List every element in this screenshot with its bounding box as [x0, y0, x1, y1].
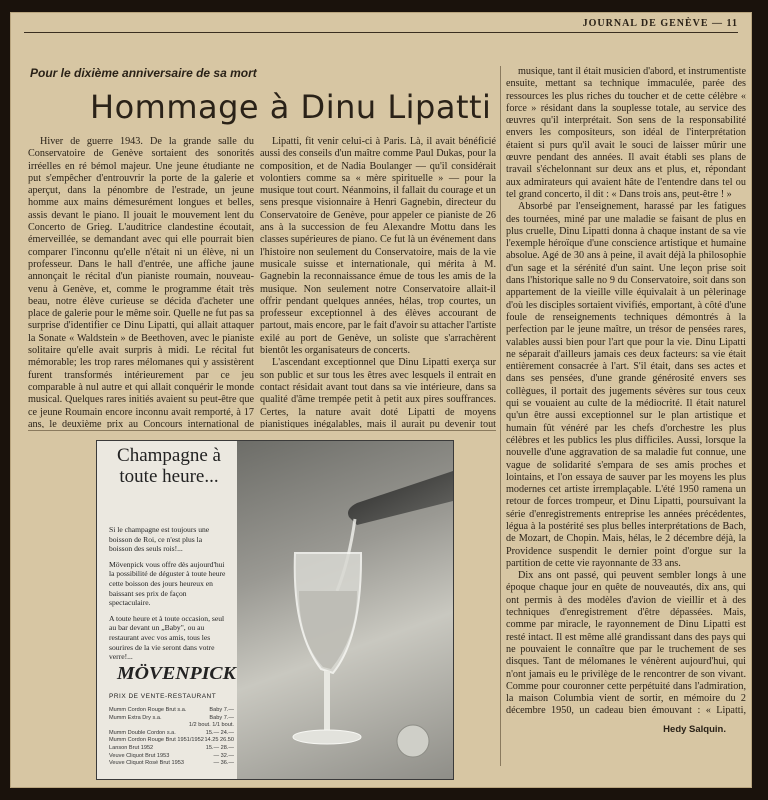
- ad-divider: [28, 430, 496, 431]
- champagne-advertisement: [96, 440, 454, 780]
- ad-paragraph: Mövenpick vous offre dès aujourd'hui la possibilité de déguster à toute heure cette boisson des jours heureux en baissant ses prix de façon spectaculaire.: [109, 559, 226, 608]
- col3-paragraph: Dix ans ont passé, qui peuvent sembler longs à une époque chaque jour en quête de nouveautés, dix ans, qui ont permis à des modèles d'avion de vieillir et à des techniques d'enregistrement d'être dépassées. Mais, comme par miracle, le rayonnement de Dinu Lipatti est resté intact. Il est même allé grandissant dans des pays qui ne pouvaient le connaître que par le truchement de ses disques. Tant de mélomanes le vénèrent aujourd'hui, qui n'ont jamais eu le privilège de le rencontrer de son vivant. Comme pour couronner cette perpétuité dans l'admiration, la maison Columbia vient de sortir, en mémoire du 2 décembre 1950, un cadeau bien émouvant : « Lipatti,: [506, 570, 746, 716]
- col2-paragraph: L'ascendant exceptionnel que Dinu Lipatti exerça sur son public et sur tous les êtres avec lesquels il entrait en contact résidait avant tout dans sa vie intérieure, dans sa qualité d'âme trempée petit à petit aux pires souffrances. Certes, la nature avait doté Lipatti de moyens pianistiques inégalables, mais il aurait pu devenir tout: [260, 357, 496, 428]
- price-row: Mumm Double Cordon s.a. 15.— 24.—: [109, 729, 234, 736]
- price-row: Mumm Extra Dry s.a. Baby 7.—: [109, 714, 234, 721]
- glass-stem: [324, 671, 330, 733]
- glass-foot: [293, 730, 361, 744]
- article-column-2: [260, 136, 496, 428]
- price-row: Mumm Cordon Rouge Brut s.a. Baby 7.—: [109, 707, 234, 713]
- price-row: 1/2 bout. 1/1 bout.: [188, 722, 234, 729]
- cork: [397, 725, 429, 757]
- article-column-1: [28, 136, 254, 428]
- newspaper-page: [10, 12, 752, 788]
- champagne-liquid: [299, 591, 357, 669]
- price-list-header: PRIX DE VENTE-RESTAURANT: [109, 693, 217, 700]
- col1-paragraph: Hiver de guerre 1943. De la grande salle du Conservatoire de Genève sortaient des sonorités irréelles en ré bémol majeur. Une jeune étudiante ne put s'empêcher d'entrouvrir la porte de la galerie et aperçut, dans la pénombre de l'estrade, un jeune homme aux mains démesurément longues et belles, assis devant le piano. Il jouait le mouvement lent du Concerto de Grieg. L'auditrice clandestine écoutait, émerveillée, se demandant avec qui elle pourrait bien comparer l'inconnu qu'elle n'était ni un élève, ni un professeur. Dans le hall d'entrée, une affiche jaune annonçait le récital d'un pianiste roumain, nouveau-venu à Genève, et, comme le programme était très beau, notre élève curieuse se décida d'acheter une place de galerie pour le même soir. Quelle ne fut pas sa surprise d'identifier ce Dinu Lipatti, qui allait attaquer la Sonate « Waldstein » de Beethoven, avec le pianiste solitaire qu'elle avait surpris à midi. Le récital fut mémorable; les trop rares mélomanes qui y assistèrent furent transformés intérieurement par ce jeu comparable à nul autre et qui allait conquérir le monde musical. Quelques rares initiés avaient su peut-être que ce jeune Roumain encore inconnu avait remporté, à 17 ans, le deuxième prix au Concours international de: [28, 136, 254, 428]
- movenpick-logo: MÖVENPICK: [117, 663, 236, 683]
- price-list: [109, 707, 234, 768]
- col3-paragraph: Absorbé par l'enseignement, harassé par les fatigues des tournées, miné par une maladie se faisant de plus en plus cruelle, Dinu Lipatti donna à chaque instant de sa vie l'exemple héroïque d'une conscience artistique et humaine absolue. Agé de 30 ans à peine, il avait déjà la philosophie d'un sage et la sérénité d'un saint. Une leçon prise soit dans l'historique salle no 9 du Conservatoire, soit dans son appartement de la vieille ville équivalait à un pèlerinage d'où les disciples sortaient vivifiés, emportant, à côté d'une foule de renseignements techniques démontrés à la perfection par le jeune maître, un trésor de pensées rares, valables aussi bien pour l'art que pour la vie. Dinu Lipatti ne séparait d'ailleurs jamais ces deux facteurs: sa vie était entièrement consacrée à l'art. S'il était, dans ses actes et dans ses pensées, d'une grande générosité envers ses collègues, il portait des jugements sévères sur tous ceux qui se vouaient au culte de la médiocrité. Il était naturel qu'un être aussi exceptionnel sur le plan artistique et humain fût vénéré par les chefs d'orchestre les plus célèbres et les publics les plus difficiles. Aussi, lorsque la nouvelle d'une aggravation de sa maladie fut connue, une vague de solidarité s'empara de ses amis proches et lointains, et l'on essaya de sauver par les moyens les plus modernes cet artiste irremplaçable. L'été 1950 ramena un retour de forces trompeur, et Dinu Lipatti, poursuivant la série d'enregistrements entreprise les années précédentes, légua à la postérité ses plus belles interprétations de Bach, de Mozart, de Chopin. Mais, hélas, le 2 décembre déjà, la Providence suspendit le dernier point d'orgue sur la partition de cette vie rayonnante de 33 ans.: [506, 201, 746, 569]
- article-column-3: [506, 66, 746, 716]
- ad-paragraph: A toute heure et à toute occasion, seul au bar devant un „Baby", ou au restaurant avec vos amis, tous les sourires de la vie seront dans votre verre!...: [109, 613, 225, 662]
- champagne-glass-photo: [237, 441, 453, 779]
- ad-title: Champagne à toute heure...: [117, 445, 221, 487]
- column-divider: [500, 66, 501, 766]
- article-headline: Hommage à Dinu Lipatti: [90, 88, 492, 126]
- author-signature: Hedy Salquin.: [663, 724, 726, 735]
- price-row: Veuve Cliquot Rosé Brut 1953 — 36.—: [109, 760, 234, 767]
- top-rule: [24, 32, 738, 33]
- bottle-neck-shape: [348, 471, 453, 525]
- price-row: Mumm Cordon Rouge Brut 1951/1952 14.25 26.50: [109, 737, 234, 744]
- champagne-glass-illustration: [237, 441, 453, 779]
- price-row: Veuve Cliquot Brut 1953 — 32.—: [109, 752, 234, 759]
- ad-paragraph: Si le champagne est toujours une boisson de Roi, ce n'est plus la boisson des seuls rois!...: [109, 525, 210, 554]
- masthead: JOURNAL DE GENÈVE — 11: [582, 18, 738, 29]
- price-row: Lanson Brut 1952 15.— 28.—: [109, 744, 234, 751]
- ad-body: [109, 525, 227, 668]
- col2-paragraph: Lipatti, fit venir celui-ci à Paris. Là, il avait bénéficié aussi des conseils d'un maître comme Paul Dukas, pour la composition, et de Nadia Boulanger — qu'il considérait volontiers comme sa « mère spirituelle » — pour la musique tout court. Néanmoins, il fallait du courage et un sens presque visionnaire à Henri Gagnebin, directeur du Conservatoire de Genève, pour appeler ce pianiste de 26 ans à la succession de feu Alexandre Mottu dans les classes supérieures de piano. Ce fut là un événement dans l'histoire non seulement du Conservatoire, mais de la vie musicale suisse et internationale, qui mérita à M. Gagnebin la reconnaissance émue de tous les amis de la musique. Non seulement notre Conservatoire allait-il offrir pendant quelques années, hélas, trop courtes, un professeur exceptionnel à des élèves accourant de partout, mais encore, par le fait d'avoir su attacher l'artiste exilé au port de Genève, un soliste que s'arrachèrent bientôt les organisateurs de concerts.: [260, 136, 496, 357]
- article-kicker: Pour le dixième anniversaire de sa mort: [30, 66, 257, 80]
- col3-paragraph: musique, tant il était musicien d'abord, et instrumentiste ensuite, mettant sa technique immaculée, parée des ressources les plus riches du toucher et de cette célèbre « force » résidant dans la souplesse totale, au service des œuvres qu'il interprétait. Son sens de la responsabilité envers les compositeurs, son idéal de l'interprétation étaient si purs qu'il avait le souci de laisser mûrir une œuvre pendant des années. Il avait établi ses plans de travail s'échelonnant sur deux ans et plus, et, répondant aux admirateurs qui avaient hâte de l'entendre dans tel ou tel grand concerto, il dit : « Dans trois ans, peut-être ! »: [506, 66, 746, 200]
